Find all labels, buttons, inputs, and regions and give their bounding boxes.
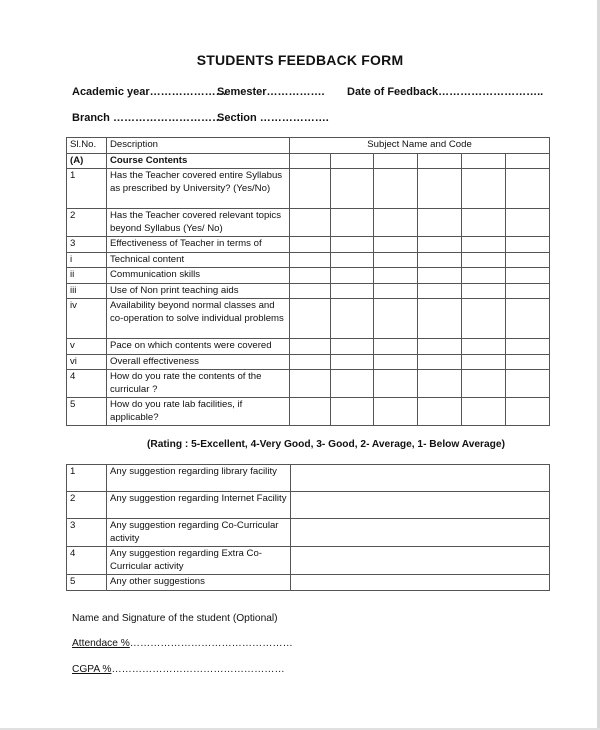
row-description: Pace on which contents were covered: [107, 339, 290, 355]
rating-cell[interactable]: [462, 153, 506, 169]
rating-cell[interactable]: [331, 283, 374, 299]
row-description: Has the Teacher covered entire Syllabus as prescribed by University? (Yes/No): [107, 169, 290, 209]
cgpa-dots: ……………………………………………: [111, 664, 285, 675]
rating-cell[interactable]: [462, 237, 506, 253]
description-header: Description: [107, 138, 290, 154]
table-row: [67, 370, 550, 398]
table-row: [67, 283, 550, 299]
suggestion-row: [67, 492, 550, 519]
rating-cell[interactable]: [374, 398, 418, 426]
row-description: Overall effectiveness: [107, 354, 290, 370]
suggestion-sl-no: 4: [67, 547, 107, 575]
rating-cell[interactable]: [506, 339, 550, 355]
rating-cell[interactable]: [331, 268, 374, 284]
rating-cell[interactable]: [506, 209, 550, 237]
rating-cell[interactable]: [418, 339, 462, 355]
rating-cell[interactable]: [506, 153, 550, 169]
student-signature-label: Name and Signature of the student (Optional): [72, 613, 278, 624]
rating-cell[interactable]: [506, 354, 550, 370]
rating-cell[interactable]: [506, 237, 550, 253]
row-sl-no: 1: [67, 169, 107, 209]
rating-cell[interactable]: [374, 283, 418, 299]
suggestion-description: Any suggestion regarding Co-Curricular activity: [107, 519, 291, 547]
rating-cell[interactable]: [331, 299, 374, 339]
sl-no-header: Sl.No.: [67, 138, 107, 154]
rating-cell[interactable]: [418, 370, 462, 398]
suggestion-sl-no: 3: [67, 519, 107, 547]
rating-cell[interactable]: [418, 268, 462, 284]
row-description: How do you rate lab facilities, if applicable?: [107, 398, 290, 426]
rating-cell[interactable]: [506, 252, 550, 268]
suggestions-table: [66, 464, 550, 591]
row-description: Communication skills: [107, 268, 290, 284]
rating-cell[interactable]: [290, 237, 331, 253]
row-description: Has the Teacher covered relevant topics beyond Syllabus (Yes/ No): [107, 209, 290, 237]
suggestion-sl-no: 2: [67, 492, 107, 519]
rating-cell[interactable]: [462, 283, 506, 299]
attendance-label: Attendace %: [72, 638, 130, 649]
suggestion-sl-no: 5: [67, 575, 107, 591]
rating-cell[interactable]: [331, 370, 374, 398]
rating-cell[interactable]: [331, 169, 374, 209]
rating-cell[interactable]: [374, 299, 418, 339]
row-sl-no: iii: [67, 283, 107, 299]
course-feedback-table: [66, 137, 550, 426]
row-description: Technical content: [107, 252, 290, 268]
rating-cell[interactable]: [331, 153, 374, 169]
rating-cell[interactable]: [462, 339, 506, 355]
row-sl-no: iv: [67, 299, 107, 339]
row-sl-no: ii: [67, 268, 107, 284]
cgpa-field[interactable]: [72, 664, 285, 675]
table-row: [67, 354, 550, 370]
rating-cell[interactable]: [290, 370, 331, 398]
row-description: Availability beyond normal classes and co-operation to solve individual problems: [107, 299, 290, 339]
semester-field[interactable]: Semester…………….: [217, 86, 325, 98]
rating-cell[interactable]: [290, 398, 331, 426]
rating-cell[interactable]: [290, 268, 331, 284]
row-sl-no: (A): [67, 153, 107, 169]
attendance-dots: …………………………………………: [129, 638, 293, 649]
table-header-row: [67, 138, 550, 154]
row-sl-no: 5: [67, 398, 107, 426]
row-description: Effectiveness of Teacher in terms of: [107, 237, 290, 253]
rating-cell[interactable]: [506, 169, 550, 209]
rating-cell[interactable]: [374, 169, 418, 209]
rating-cell[interactable]: [290, 299, 331, 339]
row-sl-no: 3: [67, 237, 107, 253]
rating-cell[interactable]: [506, 268, 550, 284]
rating-cell[interactable]: [290, 354, 331, 370]
suggestion-description: Any other suggestions: [107, 575, 291, 591]
rating-cell[interactable]: [418, 398, 462, 426]
table-row: [67, 209, 550, 237]
rating-cell[interactable]: [418, 169, 462, 209]
rating-cell[interactable]: [374, 209, 418, 237]
suggestion-description: Any suggestion regarding Extra Co-Curricular activity: [107, 547, 291, 575]
rating-cell[interactable]: [331, 398, 374, 426]
suggestion-answer-cell[interactable]: [291, 575, 550, 591]
rating-cell[interactable]: [418, 209, 462, 237]
suggestion-answer-cell[interactable]: [291, 547, 550, 575]
rating-cell[interactable]: [506, 283, 550, 299]
rating-cell[interactable]: [290, 209, 331, 237]
section-field[interactable]: Section ……………….: [217, 112, 329, 124]
rating-cell[interactable]: [374, 237, 418, 253]
table-row: [67, 237, 550, 253]
rating-cell[interactable]: [290, 339, 331, 355]
table-row: [67, 252, 550, 268]
suggestion-answer-cell[interactable]: [291, 492, 550, 519]
suggestion-row: [67, 465, 550, 492]
row-description: Course Contents: [107, 153, 290, 169]
row-description: Use of Non print teaching aids: [107, 283, 290, 299]
rating-cell[interactable]: [462, 370, 506, 398]
rating-cell[interactable]: [374, 370, 418, 398]
row-sl-no: v: [67, 339, 107, 355]
rating-cell[interactable]: [331, 339, 374, 355]
rating-cell[interactable]: [462, 354, 506, 370]
attendance-field[interactable]: [72, 638, 293, 649]
rating-cell[interactable]: [462, 209, 506, 237]
table-row: [67, 398, 550, 426]
rating-cell[interactable]: [418, 283, 462, 299]
row-sl-no: vi: [67, 354, 107, 370]
table-row: [67, 339, 550, 355]
rating-cell[interactable]: [506, 398, 550, 426]
suggestion-description: Any suggestion regarding Internet Facility: [107, 492, 291, 519]
rating-cell[interactable]: [418, 299, 462, 339]
suggestion-row: [67, 575, 550, 591]
table-row: [67, 153, 550, 169]
row-description: How do you rate the contents of the curricular ?: [107, 370, 290, 398]
suggestion-answer-cell[interactable]: [291, 519, 550, 547]
rating-cell[interactable]: [462, 299, 506, 339]
rating-cell[interactable]: [506, 299, 550, 339]
row-sl-no: i: [67, 252, 107, 268]
rating-cell[interactable]: [290, 153, 331, 169]
suggestion-answer-cell[interactable]: [291, 465, 550, 492]
table-row: [67, 268, 550, 284]
date-of-feedback-field[interactable]: Date of Feedback………………………..: [347, 86, 544, 98]
rating-cell[interactable]: [462, 169, 506, 209]
rating-cell[interactable]: [374, 339, 418, 355]
row-sl-no: 4: [67, 370, 107, 398]
rating-cell[interactable]: [462, 252, 506, 268]
rating-cell[interactable]: [462, 398, 506, 426]
rating-cell[interactable]: [418, 252, 462, 268]
rating-cell[interactable]: [418, 237, 462, 253]
rating-cell[interactable]: [290, 283, 331, 299]
rating-cell[interactable]: [331, 252, 374, 268]
cgpa-label: CGPA %: [72, 664, 112, 675]
rating-cell[interactable]: [374, 252, 418, 268]
rating-cell[interactable]: [462, 268, 506, 284]
row-sl-no: 2: [67, 209, 107, 237]
rating-cell[interactable]: [331, 354, 374, 370]
academic-year-field[interactable]: Academic year…………………: [72, 86, 227, 98]
rating-cell[interactable]: [290, 169, 331, 209]
suggestion-row: [67, 547, 550, 575]
suggestion-description: Any suggestion regarding library facility: [107, 465, 291, 492]
rating-scale-note: (Rating : 5-Excellent, 4-Very Good, 3- Good, 2- Average, 1- Below Average): [147, 439, 505, 450]
suggestion-sl-no: 1: [67, 465, 107, 492]
rating-cell[interactable]: [418, 354, 462, 370]
rating-cell[interactable]: [331, 237, 374, 253]
table-row: [67, 299, 550, 339]
rating-cell[interactable]: [418, 153, 462, 169]
rating-cell[interactable]: [331, 209, 374, 237]
rating-cell[interactable]: [374, 268, 418, 284]
subject-name-header: Subject Name and Code: [290, 138, 550, 154]
branch-field[interactable]: Branch …………………………: [72, 112, 223, 124]
rating-cell[interactable]: [374, 153, 418, 169]
rating-cell[interactable]: [506, 370, 550, 398]
form-title: STUDENTS FEEDBACK FORM: [196, 52, 404, 68]
rating-cell[interactable]: [290, 252, 331, 268]
suggestion-row: [67, 519, 550, 547]
rating-cell[interactable]: [374, 354, 418, 370]
table-row: [67, 169, 550, 209]
